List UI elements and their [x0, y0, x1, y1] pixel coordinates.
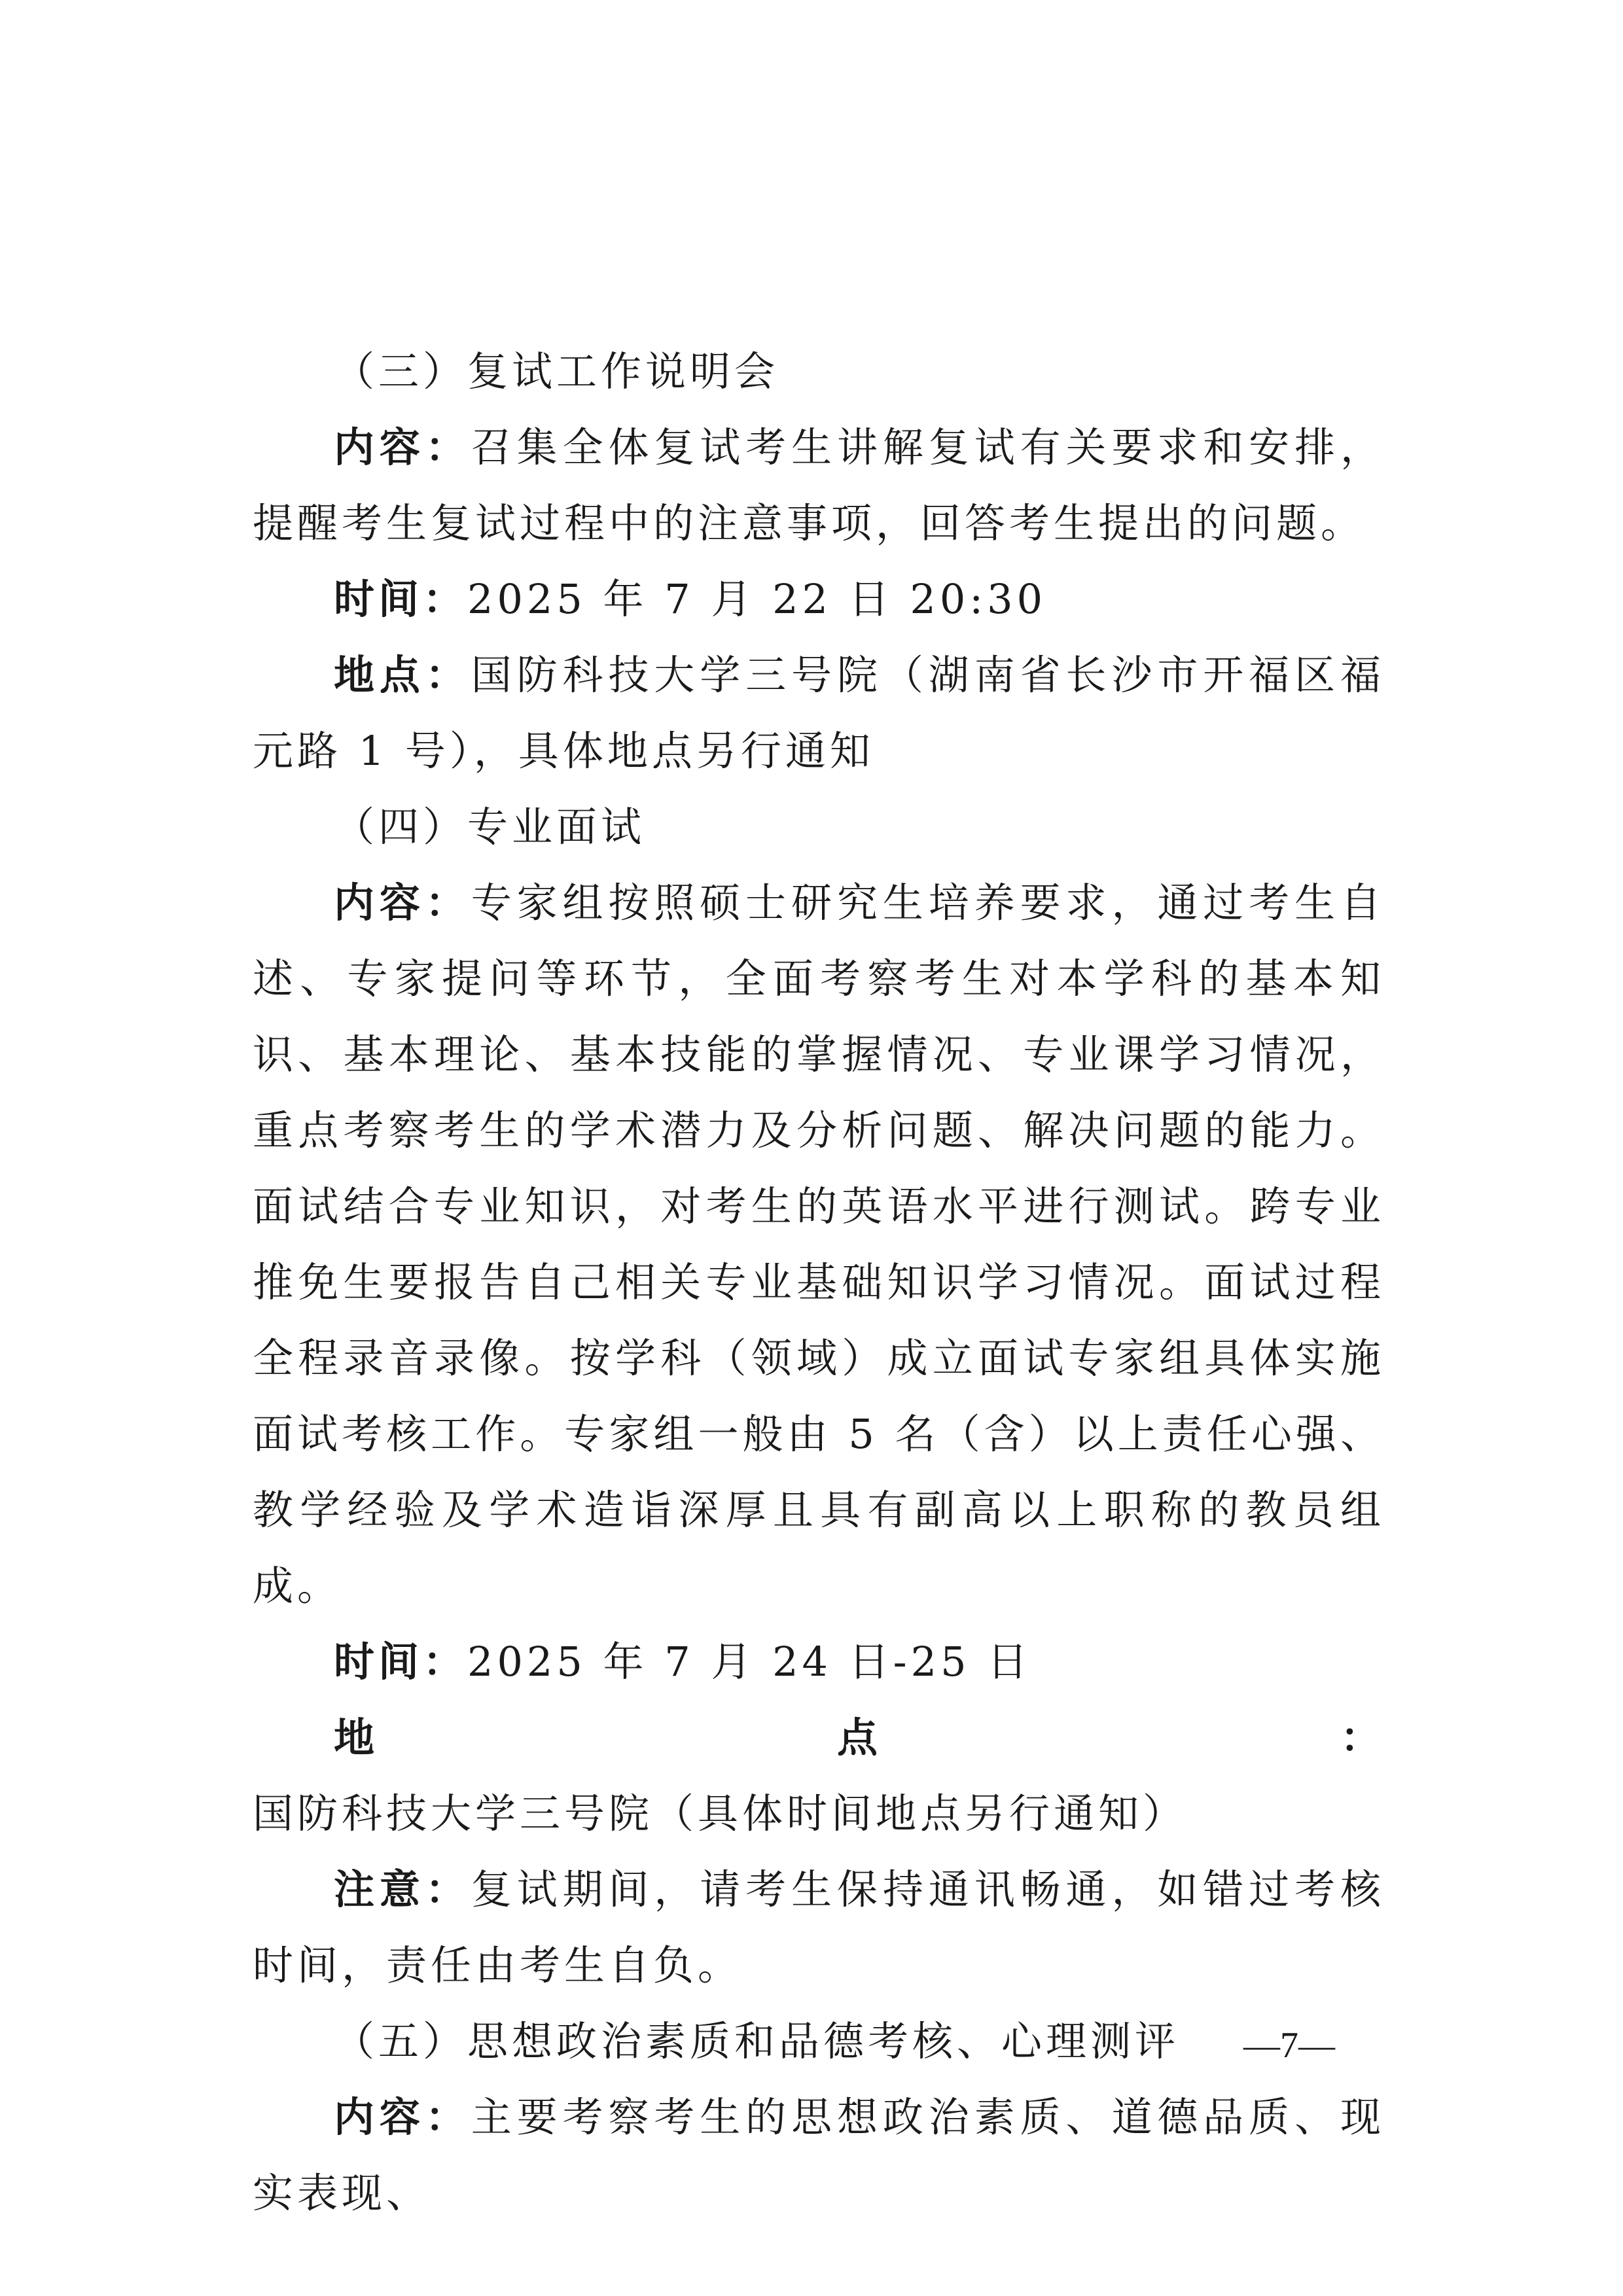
page-number: —7— — [1243, 2025, 1335, 2066]
content-text: 召集全体复试考生讲解复试有关要求和安排，提醒考生复试过程中的注意事项，回答考生提出的问题。 — [253, 423, 1385, 547]
location-text: 国防科技大学三号院（湖南省长沙市开福区福元路 1 号），具体地点另行通知 — [253, 651, 1385, 775]
content-paragraph — [253, 865, 1385, 1624]
location-text: 国防科技大学三号院（具体时间地点另行通知） — [253, 1790, 1188, 1837]
time-label: 时间： — [334, 1638, 468, 1686]
notice-paragraph — [253, 1852, 1385, 2004]
time-text: 2025 年 7 月 22 日 20:30 — [467, 575, 1047, 623]
content-text: 主要考察考生的思想政治素质、道德品质、现实表现、 — [253, 2093, 1385, 2217]
section-heading-3: （三）复试工作说明会 — [334, 347, 779, 395]
page-body — [253, 334, 1385, 2231]
time-paragraph — [253, 1624, 1385, 1700]
section-heading-5: （五）思想政治素质和品德考核、心理测评 — [334, 2017, 1180, 2065]
time-paragraph — [253, 561, 1385, 637]
content-label: 内容： — [334, 879, 471, 927]
content-label: 内容： — [334, 423, 471, 471]
notice-text: 复试期间，请考生保持通讯畅通，如错过考核时间，责任由考生自负。 — [253, 1865, 1385, 1989]
content-label: 内容： — [334, 2093, 471, 2141]
content-paragraph — [253, 410, 1385, 561]
location-paragraph — [253, 637, 1385, 789]
section-heading-4: （四）专业面试 — [334, 803, 646, 851]
time-text: 2025 年 7 月 24 日-25 日 — [467, 1638, 1032, 1686]
location-label: 地点： — [334, 1714, 1385, 1761]
time-label: 时间： — [334, 575, 468, 623]
content-text: 专家组按照硕士研究生培养要求，通过考生自述、专家提问等环节，全面考察考生对本学科的基本知识、基本理论、基本技能的掌握情况、专业课学习情况，重点考察考生的学术潜力及分析问题、解决问题的能力。面试结合专业知识，对考生的英语水平进行测试。跨专业推免生要报告自己相关专业基础知识学习情况。面试过程全程录音录像。按学科（领域）成立面试专家组具体实施面试考核工作。专家组一般由 5 名（含）以上责任心强、教学经验及学术造诣深厚且具有副高以上职称的教员组成。 — [253, 879, 1385, 1610]
notice-label: 注意： — [334, 1865, 471, 1913]
location-label: 地点： — [334, 651, 471, 699]
content-paragraph — [253, 2079, 1385, 2231]
location-paragraph — [253, 1700, 1385, 1852]
